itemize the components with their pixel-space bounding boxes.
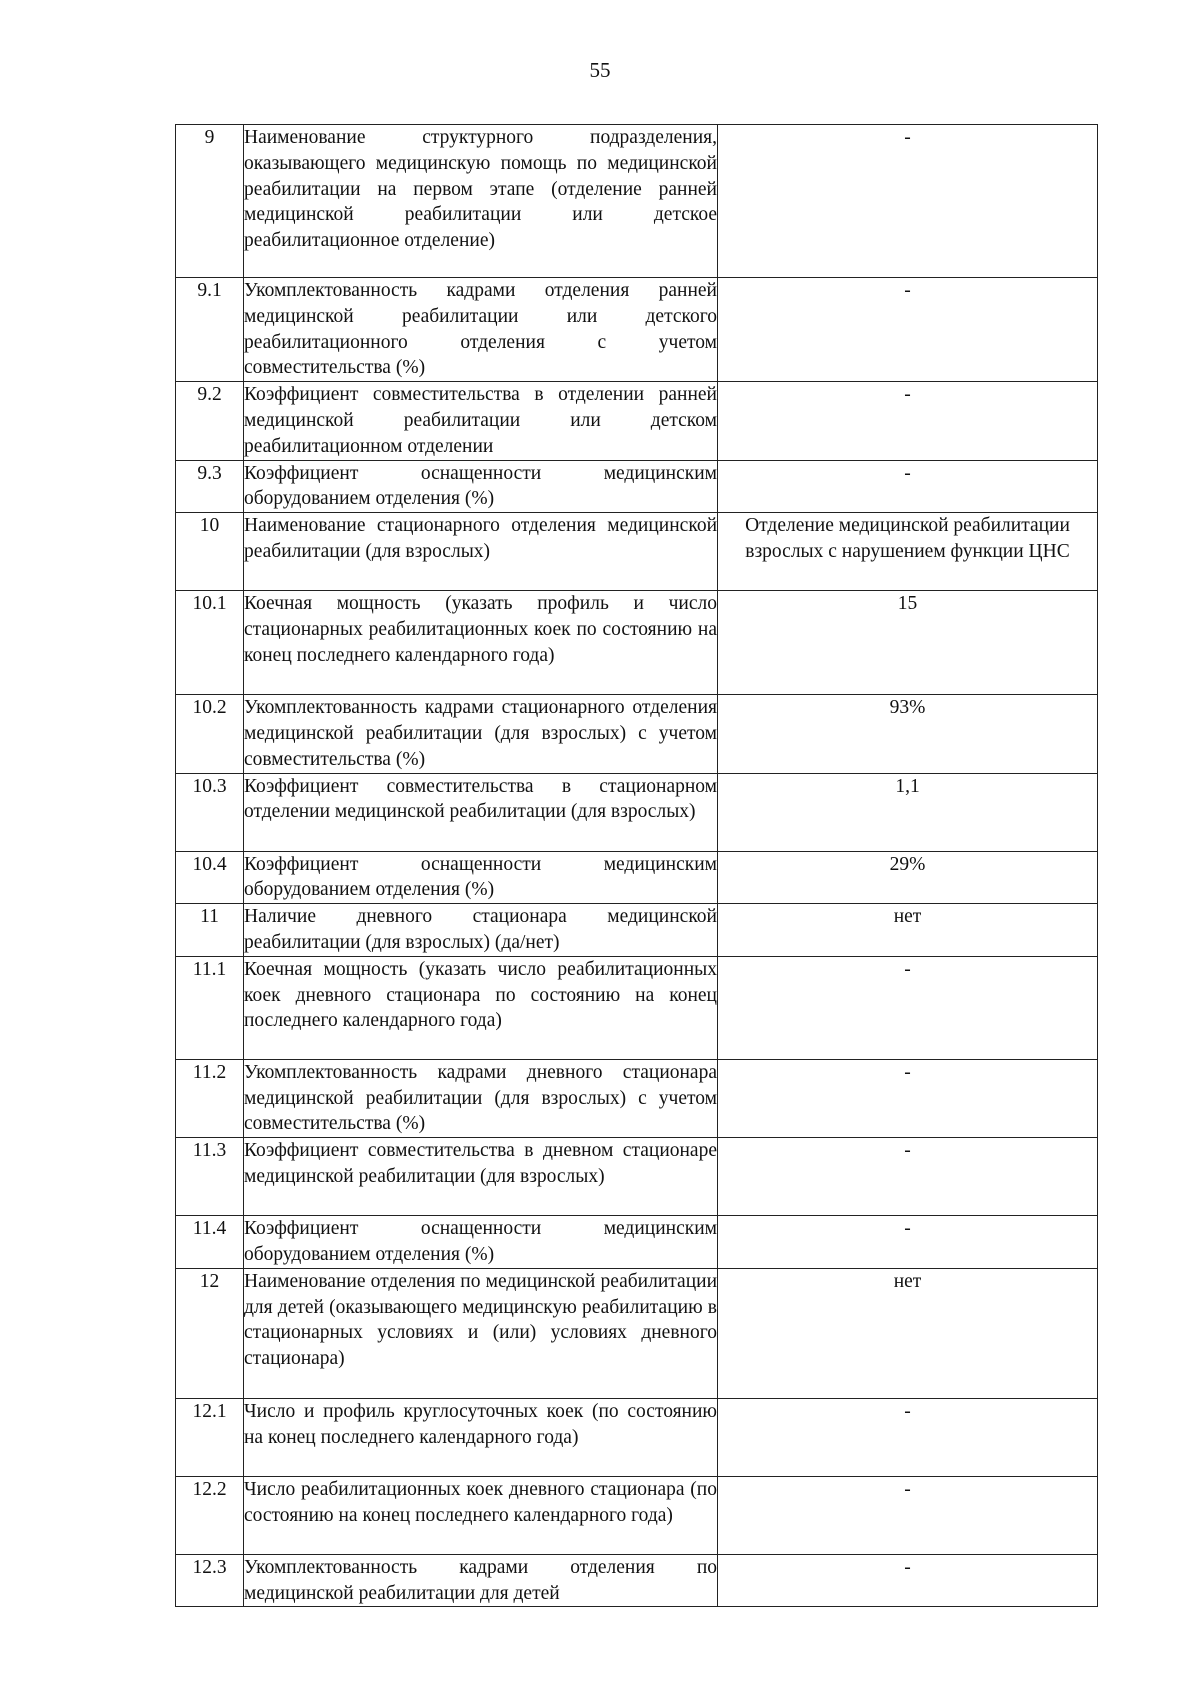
row-description: Наличие дневного стационара медицинской реабилитации (для взрослых) (да/нет) [244, 904, 718, 957]
row-number: 10.3 [176, 773, 244, 851]
row-description: Коэффициент совместительства в дневном стационаре медицинской реабилитации (для взрослых) [244, 1138, 718, 1216]
row-number: 11.4 [176, 1216, 244, 1269]
row-number: 10.1 [176, 591, 244, 695]
table-row [176, 773, 1098, 851]
table-row [176, 1059, 1098, 1137]
table-row [176, 851, 1098, 904]
row-value: нет [718, 1268, 1098, 1398]
row-description: Коэффициент совместительства в отделении ранней медицинской реабилитации или детском реабилитационном отделении [244, 382, 718, 460]
table-row [176, 1216, 1098, 1269]
row-number: 12.3 [176, 1554, 244, 1607]
table-row [176, 1268, 1098, 1398]
row-description: Число реабилитационных коек дневного стационара (по состоянию на конец последнего календарного года) [244, 1476, 718, 1554]
row-number: 12.2 [176, 1476, 244, 1554]
row-value: 1,1 [718, 773, 1098, 851]
table-row [176, 382, 1098, 460]
row-number: 12.1 [176, 1398, 244, 1476]
row-number: 9.2 [176, 382, 244, 460]
row-value: - [718, 1059, 1098, 1137]
row-number: 11.3 [176, 1138, 244, 1216]
row-number: 10.4 [176, 851, 244, 904]
row-description: Укомплектованность кадрами стационарного отделения медицинской реабилитации (для взрослых) с учетом совместительства (%) [244, 695, 718, 773]
row-description: Число и профиль круглосуточных коек (по состоянию на конец последнего календарного года) [244, 1398, 718, 1476]
table-row [176, 460, 1098, 513]
row-number: 9.3 [176, 460, 244, 513]
row-value: - [718, 1138, 1098, 1216]
row-value: - [718, 1216, 1098, 1269]
row-number: 9.1 [176, 278, 244, 382]
row-value: 93% [718, 695, 1098, 773]
row-description: Коэффициент оснащенности медицинским оборудованием отделения (%) [244, 1216, 718, 1269]
row-description: Укомплектованность кадрами отделения ранней медицинской реабилитации или детского реабилитационного отделения с учетом совместительства (%) [244, 278, 718, 382]
row-number: 11 [176, 904, 244, 957]
table-row [176, 591, 1098, 695]
row-description: Коэффициент совместительства в стационарном отделении медицинской реабилитации (для взрослых) [244, 773, 718, 851]
row-value: - [718, 1476, 1098, 1554]
row-value: - [718, 278, 1098, 382]
row-number: 10 [176, 513, 244, 591]
row-description: Коэффициент оснащенности медицинским оборудованием отделения (%) [244, 851, 718, 904]
row-value: 29% [718, 851, 1098, 904]
table-row [176, 904, 1098, 957]
indicators-table [175, 124, 1098, 1607]
table-row [176, 1476, 1098, 1554]
row-number: 12 [176, 1268, 244, 1398]
row-value: - [718, 460, 1098, 513]
row-number: 11.1 [176, 956, 244, 1059]
row-number: 11.2 [176, 1059, 244, 1137]
row-description: Коечная мощность (указать профиль и число стационарных реабилитационных коек по состоянию на конец последнего календарного года) [244, 591, 718, 695]
table-row [176, 1138, 1098, 1216]
row-value: Отделение медицинской реабилитации взрослых с нарушением функции ЦНС [718, 513, 1098, 591]
row-value: - [718, 1398, 1098, 1476]
table-row [176, 1398, 1098, 1476]
row-number: 10.2 [176, 695, 244, 773]
row-value: нет [718, 904, 1098, 957]
table-row [176, 956, 1098, 1059]
table-row [176, 513, 1098, 591]
row-value: - [718, 382, 1098, 460]
row-value: - [718, 125, 1098, 278]
row-description: Наименование структурного подразделения, оказывающего медицинскую помощь по медицинской реабилитации на первом этапе (отделение ранней медицинской реабилитации или детское реабилитационное отделение) [244, 125, 718, 278]
table-row [176, 695, 1098, 773]
row-description: Наименование отделения по медицинской реабилитации для детей (оказывающего медицинскую реабилитацию в стационарных условиях и (или) условиях дневного стационара) [244, 1268, 718, 1398]
row-value: - [718, 1554, 1098, 1607]
row-value: 15 [718, 591, 1098, 695]
row-description: Коэффициент оснащенности медицинским оборудованием отделения (%) [244, 460, 718, 513]
row-description: Коечная мощность (указать число реабилитационных коек дневного стационара по состоянию на конец последнего календарного года) [244, 956, 718, 1059]
row-description: Укомплектованность кадрами отделения по медицинской реабилитации для детей [244, 1554, 718, 1607]
table-row [176, 278, 1098, 382]
table-row [176, 125, 1098, 278]
table-row [176, 1554, 1098, 1607]
row-number: 9 [176, 125, 244, 278]
page-number: 55 [589, 58, 611, 82]
row-description: Укомплектованность кадрами дневного стационара медицинской реабилитации (для взрослых) с учетом совместительства (%) [244, 1059, 718, 1137]
row-description: Наименование стационарного отделения медицинской реабилитации (для взрослых) [244, 513, 718, 591]
row-value: - [718, 956, 1098, 1059]
